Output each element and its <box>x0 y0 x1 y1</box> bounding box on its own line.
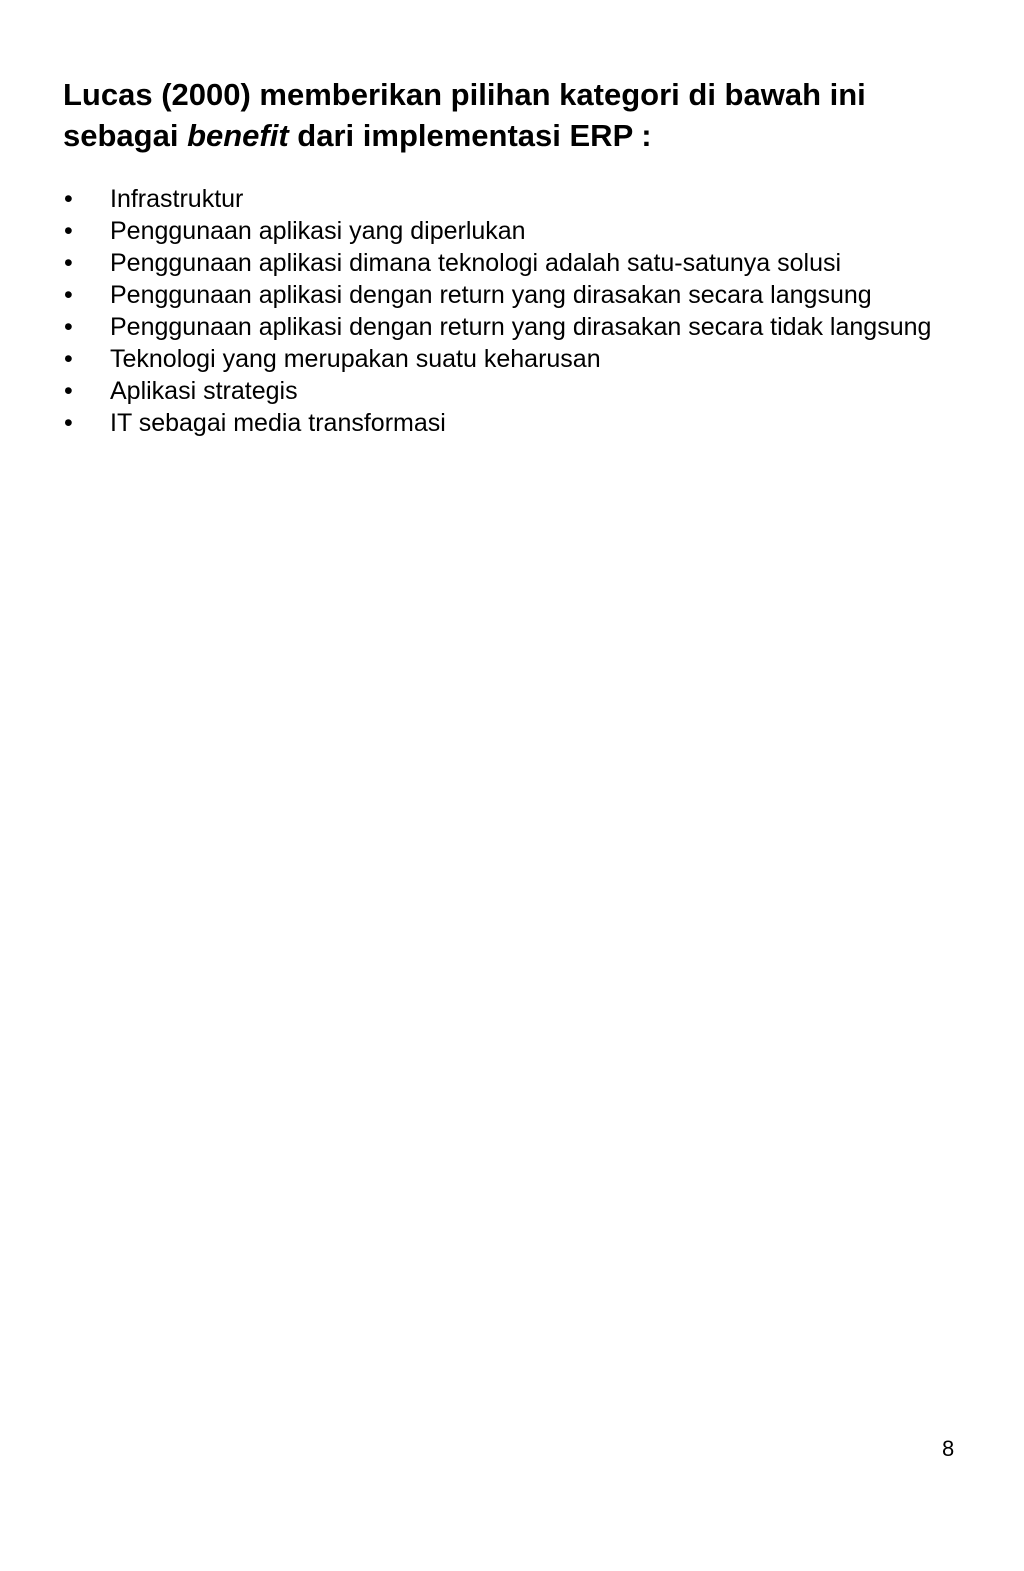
list-item-text: Teknologi yang merupakan suatu keharusan <box>110 345 601 373</box>
list-item-text: Penggunaan aplikasi yang diperlukan <box>110 217 526 245</box>
heading-line-2-prefix: sebagai <box>63 118 188 153</box>
list-item <box>63 219 963 244</box>
list-item <box>63 283 963 308</box>
list-item-text: Penggunaan aplikasi dimana teknologi adalah satu-satunya solusi <box>110 249 842 277</box>
list-item-text: Penggunaan aplikasi dengan return yang dirasakan secara langsung <box>110 281 872 309</box>
bullet-icon: • <box>64 217 73 245</box>
list-item <box>63 315 963 340</box>
page-heading <box>63 74 963 156</box>
bullet-icon: • <box>64 345 73 373</box>
bullet-icon: • <box>64 185 73 213</box>
list-item-text: Aplikasi strategis <box>110 377 298 405</box>
benefit-list <box>63 187 963 443</box>
bullet-icon: • <box>64 281 73 309</box>
bullet-icon: • <box>64 409 73 437</box>
list-item <box>63 251 963 276</box>
bullet-icon: • <box>64 249 73 277</box>
page-number: 8 <box>942 1436 955 1461</box>
heading-line-2 <box>63 115 963 156</box>
list-item <box>63 347 963 372</box>
list-item <box>63 379 963 404</box>
bullet-icon: • <box>64 313 73 341</box>
bullet-icon: • <box>64 377 73 405</box>
heading-benefit-emphasis: benefit <box>187 118 289 153</box>
list-item-text: IT sebagai media transformasi <box>110 409 446 437</box>
heading-line-2-suffix: dari implementasi ERP : <box>288 118 652 153</box>
heading-line-1: Lucas (2000) memberikan pilihan kategori di bawah ini <box>63 77 866 112</box>
list-item-text: Penggunaan aplikasi dengan return yang dirasakan secara tidak langsung <box>110 313 932 341</box>
list-item <box>63 187 963 212</box>
list-item <box>63 411 963 436</box>
list-item-text: Infrastruktur <box>110 185 244 213</box>
